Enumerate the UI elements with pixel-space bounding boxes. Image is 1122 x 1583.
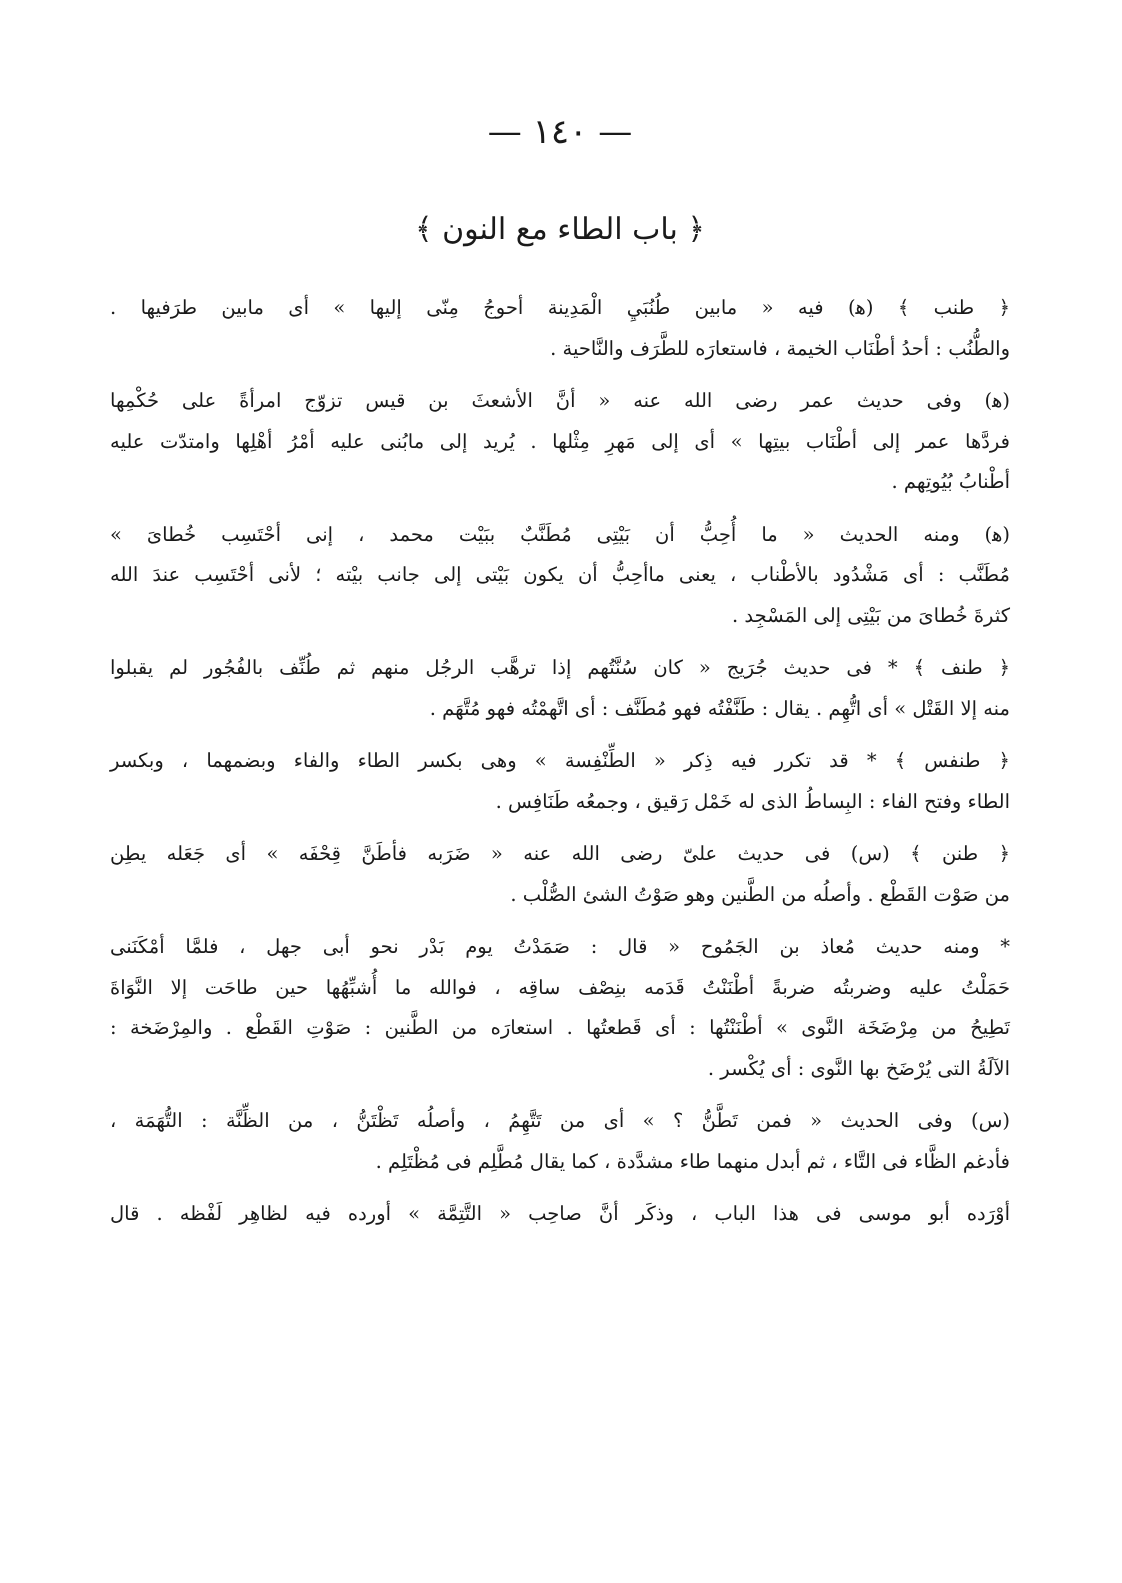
entry-paragraph (110, 834, 1010, 915)
entry-paragraph (110, 1194, 1010, 1235)
text-line: الآلَةُ التى يُرْضَخ بها النَّوى : أى يُكْسر . (707, 1056, 1010, 1080)
page-body (110, 288, 1010, 1247)
page-number: — ١٤٠ — (487, 112, 633, 152)
text-line: كثرةَ خُطاىَ من بَيْتِى إلى المَسْجِد . (732, 603, 1010, 627)
entry-paragraph (110, 381, 1010, 503)
text-line: الطاء وفتح الفاء : البِساطُ الذى له خَمْل رَقيق ، وجمعُه طَنَافِس . (495, 789, 1010, 813)
text-line: (ﻫ) وفى حديث عمر رضى الله عنه « أنَّ الأشعثَ بن قيس تزوّج امرأةً على حُكْمِها (110, 389, 1010, 412)
entry-paragraph (110, 927, 1010, 1089)
text-line: والطُّنُب : أحدُ أطْنَاب الخيمة ، فاستعارَه للطَّرَف والنَّاحية . (550, 336, 1010, 360)
entry-paragraph (110, 741, 1010, 822)
chapter-title: ﴿ باب الطاء مع النون ﴾ (415, 212, 705, 247)
entry-paragraph (110, 648, 1010, 729)
text-line: أطْنابُ بُيُوتِهم . (891, 470, 1010, 493)
text-line: (س) وفى الحديث « فمن تَطَّنُّ ؟ » أى من تَتَّهِمُ ، وأصلُه تَظْتَنُّ ، من الظِّنَّة : التُّهَمَة ، (110, 1109, 1010, 1132)
text-line: منه إلا القَتْل » أى اتُّهِم . يقال : طَنَّفْتُه فهو مُطَنَّف : أى اتَّهمْتُه فهو مُتَّهَم . (429, 696, 1010, 720)
text-line: فأدغم الظَّاء فى التَّاء ، ثم أبدل منهما طاء مشدَّدة ، كما يقال مُطَّلِم فى مُظْتَلِم . (375, 1149, 1010, 1173)
text-line: أوْرَده أبو موسى فى هذا الباب ، وذكَر أنَّ صاحِب « التَّتِمَّة » أورده فيه لظاهِر لَفْظه . قال (110, 1202, 1010, 1225)
text-line: فردَّها عمر إلى أطْنَاب بيتِها » أى إلى مَهرِ مِثْلها . يُريد إلى مابُنى عليه أمْرُ أهْلِها وامتدّت عليه (110, 429, 1010, 453)
text-line: ﴿ طنفس ﴾ * قد تكرر فيه ذِكر « الطِّنْفِسة » وهى بكسر الطاء والفاء وبضمهما ، وبكسر (110, 749, 1010, 772)
text-line: مُطَنَّب : أى مَشْدُود بالأطْناب ، يعنى ماأحِبُّ أن يكون بَيْتى إلى جانب بيْته ؛ لأنى أحْتَسِب عندَ الله (110, 563, 1010, 586)
text-line: (ﻫ) ومنه الحديث « ما أُحِبُّ أن بَيْتِى مُطَنَّبٌ ببَيْت محمد ، إنى أحْتَسِب خُطاىَ » (110, 522, 1010, 546)
text-line: ﴿ طنف ﴾ * فى حديث جُرَيج « كان سُنَّتُهم إذا ترهَّب الرجُل منهم ثم طُنِّف بالفُجُور لم يقبلوا (110, 656, 1010, 679)
entry-paragraph (110, 1101, 1010, 1182)
text-line: ﴿ طنن ﴾ (س) فى حديث علىّ رضى الله عنه « ضَرَبه فأطَنَّ قِحْفَه » أى جَعَله يطِن (110, 842, 1010, 865)
text-line: حَمَلْتُ عليه وضربتُه ضربةً أطْنَنْتُ قَدَمه بنِصْف ساقِه ، فوالله ما أُشبِّهُها حين طاحَت إلا النَّوَاةَ (110, 975, 1010, 999)
text-line: * ومنه حديث مُعاذ بن الجَمُوح « قال : صَمَدْتُ يوم بَدْر نحو أبى جهل ، فلمَّا أمْكَنَنى (110, 935, 1010, 958)
text-line: من صَوْت القَطْع . وأصلُه من الطَّنين وهو صَوْتُ الشئ الصُّلْب . (510, 882, 1010, 906)
book-page (110, 0, 1010, 1583)
text-line: تَطِيحُ من مِرْضَخَة النَّوى » أطْنَنْتُها : أى قَطعتُها . استعارَه من الطَّنين : صَوْتِ القَطْع . والمِرْضَخة : (110, 1016, 1010, 1039)
text-line: ﴿ طنب ﴾ (ﻫ) فيه « مابين طُنُبَيِ الْمَدِينة أحوجُ مِنّى إليها » أى مابين طرَفيها . (110, 296, 1010, 319)
entry-paragraph (110, 515, 1010, 637)
entry-paragraph (110, 288, 1010, 369)
